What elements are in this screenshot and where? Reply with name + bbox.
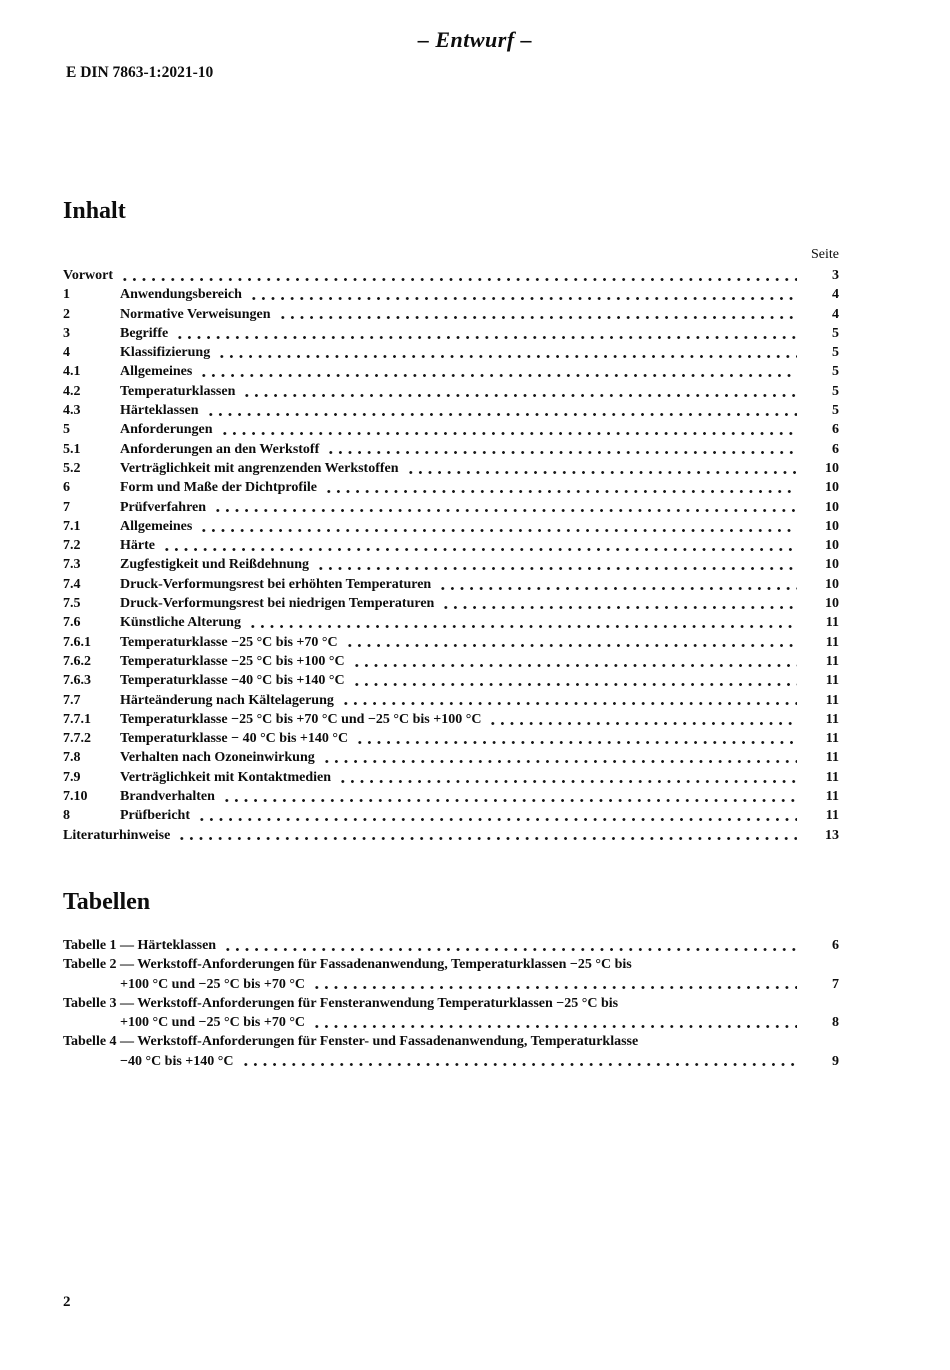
tables-list: [0, 936, 950, 1071]
toc-entry: [63, 382, 839, 401]
toc-entry: [63, 729, 839, 748]
toc-entry-number: 7.1: [63, 518, 81, 534]
dot-leader: [249, 296, 797, 301]
toc-entry-number: 7.9: [63, 769, 81, 785]
toc-entry: [63, 613, 839, 632]
toc-entry-page: 11: [825, 634, 839, 650]
toc-entry-number: 4.3: [63, 403, 81, 419]
dot-leader: [222, 798, 797, 803]
toc-entry-label: Normative Verweisungen: [120, 306, 271, 322]
toc-entry: [63, 826, 839, 845]
toc-entry-label: Härteklassen: [120, 403, 199, 419]
table-entry-page: 6: [832, 937, 839, 953]
tables-heading: Tabellen: [63, 888, 151, 915]
toc-entry-label: Künstliche Alterung: [120, 615, 241, 631]
toc-entry: [63, 459, 839, 478]
document-number: E DIN 7863-1:2021-10: [66, 64, 214, 81]
toc-entry-label: Härte: [120, 538, 155, 554]
dot-leader: [312, 985, 797, 990]
table-entry-continuation: [63, 936, 839, 955]
dot-leader: [177, 836, 797, 841]
toc-entry-page: 13: [825, 827, 839, 843]
dot-leader: [322, 759, 797, 764]
dot-leader: [175, 335, 797, 340]
table-entry-line1: Tabelle 2 — Werkstoff-Anforderungen für Fassadenanwendung, Temperaturklassen −25 °C bis: [63, 957, 632, 973]
toc-entry-page: 3: [832, 268, 839, 283]
table-entry-line2: +100 °C und −25 °C bis +70 °C: [120, 976, 306, 992]
dot-leader: [197, 817, 797, 822]
toc-entry-label: Klassifizierung: [120, 345, 211, 361]
table-entry-line1: Tabelle 3 — Werkstoff-Anforderungen für Fensteranwendung Temperaturklassen −25 °C bis: [63, 995, 619, 1011]
toc-entry: [63, 498, 839, 517]
dot-leader: [326, 450, 797, 455]
dot-leader: [206, 412, 797, 417]
toc-entry-page: 4: [832, 306, 839, 322]
toc-entry-number: 7.4: [63, 576, 81, 592]
table-entry-page: 7: [832, 976, 839, 992]
table-entry: [63, 955, 839, 994]
toc-entry-page: 11: [825, 808, 839, 824]
toc-entry-number: 6: [63, 480, 70, 496]
toc-entry: [63, 536, 839, 555]
page-container: [0, 27, 950, 1310]
toc-entry-label: Anforderungen an den Werkstoff: [120, 441, 320, 457]
table-entry-continuation: [63, 1052, 839, 1071]
dot-leader: [242, 393, 797, 398]
toc-entry-label: Druck-Verformungsrest bei niedrigen Temperaturen: [120, 596, 435, 612]
toc-entry: [63, 478, 839, 497]
dot-leader: [345, 643, 797, 648]
toc-entry-number: 7.2: [63, 538, 81, 554]
toc-entry-page: 11: [825, 711, 839, 727]
toc-entry-page: 11: [825, 615, 839, 631]
table-entry-line2: −40 °C bis +140 °C: [120, 1053, 234, 1069]
table-entry-line2: Tabelle 1 — Härteklassen: [63, 937, 217, 953]
toc-entry-label: Verträglichkeit mit angrenzenden Werkstoffen: [120, 460, 399, 476]
toc-entry: [63, 555, 839, 574]
toc-entry: [63, 594, 839, 613]
dot-leader: [162, 547, 797, 552]
toc-entry: [63, 266, 839, 285]
table-entry-continuation: [63, 975, 839, 994]
dot-leader: [324, 489, 797, 494]
dot-leader: [316, 566, 797, 571]
toc-entry: [63, 440, 839, 459]
toc-entry-number: 7.3: [63, 557, 81, 573]
toc-entry: [63, 787, 839, 806]
document-page: [0, 27, 950, 1370]
dot-leader: [199, 373, 797, 378]
toc-entry: [63, 420, 839, 439]
toc-entry-label: Temperaturklasse − 40 °C bis +140 °C: [120, 731, 349, 747]
dot-leader: [438, 586, 797, 591]
table-entry: [63, 994, 839, 1033]
toc-entry-label: Form und Maße der Dichtprofile: [120, 480, 318, 496]
toc-entry-page: 11: [825, 769, 839, 785]
toc-entry: [63, 652, 839, 671]
toc-entry: [63, 517, 839, 536]
dot-leader: [352, 663, 797, 668]
toc-entry-page: 6: [832, 422, 839, 438]
toc-entry-page: 6: [832, 441, 839, 457]
toc-entry-page: 10: [825, 499, 839, 515]
toc-entry-label: Brandverhalten: [120, 789, 215, 805]
toc-entry-label: Zugfestigkeit und Reißdehnung: [120, 557, 310, 573]
dot-leader: [278, 315, 798, 320]
toc-entry: [63, 362, 839, 381]
dot-leader: [338, 779, 797, 784]
toc-entry-page: 11: [825, 692, 839, 708]
toc-entry-page: 10: [825, 557, 839, 573]
toc-entry-number: 2: [63, 306, 70, 322]
draft-watermark: – Entwurf –: [417, 27, 533, 52]
toc-entry-number: 3: [63, 325, 70, 341]
toc-entry-number: 7.7.2: [63, 731, 91, 747]
toc-entry-number: 7.6: [63, 615, 81, 631]
dot-leader: [217, 354, 797, 359]
toc-entry-label: Härteänderung nach Kältelagerung: [120, 692, 334, 708]
toc-entry-page: 5: [832, 383, 839, 399]
dot-leader: [352, 682, 797, 687]
dot-leader: [213, 508, 797, 513]
toc-entry-number: 8: [63, 808, 70, 824]
toc-entry: [63, 768, 839, 787]
dot-leader: [341, 701, 797, 706]
toc-entry-page: 10: [825, 460, 839, 476]
toc-entry-label: Temperaturklasse −25 °C bis +70 °C und −25 °C bis +100 °C: [120, 711, 482, 727]
toc-list: [0, 266, 950, 845]
toc-entry-label: Temperaturklasse −25 °C bis +100 °C: [120, 653, 345, 669]
dot-leader: [488, 721, 797, 726]
toc-entry-page: 11: [825, 750, 839, 766]
toc-entry-label: Literaturhinweise: [63, 827, 171, 843]
toc-entry-page: 10: [825, 480, 839, 496]
toc-entry-page: 5: [832, 345, 839, 361]
table-entry-continuation: [63, 1013, 839, 1032]
toc-entry-number: 7: [63, 499, 70, 515]
toc-entry-number: 5: [63, 422, 70, 438]
toc-entry-page: 11: [825, 653, 839, 669]
dot-leader: [406, 470, 797, 475]
toc-entry: [63, 748, 839, 767]
toc-entry-number: 7.10: [63, 789, 88, 805]
page-column-label: Seite: [811, 247, 839, 262]
toc-entry-label: Anwendungsbereich: [120, 287, 242, 303]
toc-entry-number: 5.1: [63, 441, 81, 457]
toc-entry-page: 11: [825, 789, 839, 805]
toc-entry-page: 5: [832, 364, 839, 380]
footer-page-number: 2: [63, 1294, 71, 1310]
dot-leader: [223, 947, 797, 952]
toc-entry-label: Allgemeines: [120, 364, 193, 380]
toc-entry-label: Anforderungen: [120, 422, 213, 438]
toc-entry: [63, 575, 839, 594]
toc-entry-label: Prüfbericht: [120, 808, 190, 824]
dot-leader: [312, 1024, 797, 1029]
toc-entry-number: 4.1: [63, 364, 81, 380]
toc-entry-page: 10: [825, 596, 839, 612]
dot-leader: [120, 277, 797, 282]
toc-entry-number: 7.8: [63, 750, 81, 766]
toc-entry-number: 7.6.2: [63, 653, 91, 669]
table-entry-page: 9: [832, 1053, 839, 1069]
toc-entry-label: Vorwort: [63, 268, 114, 283]
table-entry: [63, 1032, 839, 1071]
toc-entry-label: Druck-Verformungsrest bei erhöhten Temperaturen: [120, 576, 432, 592]
toc-entry-page: 10: [825, 576, 839, 592]
dot-leader: [241, 1062, 798, 1067]
toc-entry-label: Verträglichkeit mit Kontaktmedien: [120, 769, 332, 785]
toc-entry: [63, 324, 839, 343]
toc-entry-number: 4: [63, 345, 70, 361]
toc-entry-number: 4.2: [63, 383, 81, 399]
dot-leader: [441, 605, 797, 610]
toc-entry-label: Begriffe: [120, 325, 169, 341]
table-entry: [63, 936, 839, 955]
table-entry-line2: +100 °C und −25 °C bis +70 °C: [120, 1015, 306, 1031]
toc-entry: [63, 710, 839, 729]
toc-entry-page: 5: [832, 403, 839, 419]
toc-entry-page: 11: [825, 731, 839, 747]
toc-entry-label: Temperaturklasse −25 °C bis +70 °C: [120, 634, 338, 650]
toc-entry-page: 10: [825, 538, 839, 554]
toc-entry: [63, 401, 839, 420]
toc-entry: [63, 343, 839, 362]
table-entry-line1: Tabelle 4 — Werkstoff-Anforderungen für Fenster- und Fassadenanwendung, Temperaturklasse: [63, 1034, 639, 1050]
toc-entry-number: 7.6.1: [63, 634, 91, 650]
toc-entry-label: Prüfverfahren: [120, 499, 207, 515]
toc-entry-page: 10: [825, 518, 839, 534]
toc-entry-label: Verhalten nach Ozoneinwirkung: [120, 750, 315, 766]
toc-entry-number: 1: [63, 287, 70, 303]
toc-entry-page: 4: [832, 287, 839, 303]
toc-entry: [63, 806, 839, 825]
table-entry-page: 8: [832, 1015, 839, 1031]
toc-entry: [63, 633, 839, 652]
toc-entry-label: Allgemeines: [120, 518, 193, 534]
toc-entry: [63, 285, 839, 304]
toc-entry-label: Temperaturklassen: [120, 383, 236, 399]
dot-leader: [248, 624, 797, 629]
dot-leader: [220, 431, 797, 436]
toc-entry-number: 5.2: [63, 460, 81, 476]
toc-entry-number: 7.5: [63, 596, 81, 612]
dot-leader: [199, 528, 797, 533]
toc-entry-page: 5: [832, 325, 839, 341]
dot-leader: [355, 740, 797, 745]
toc-entry-number: 7.7.1: [63, 711, 91, 727]
toc-heading: Inhalt: [63, 198, 126, 224]
toc-entry-number: 7.6.3: [63, 673, 91, 689]
toc-entry: [63, 691, 839, 710]
toc-entry-page: 11: [825, 673, 839, 689]
toc-entry: [63, 671, 839, 690]
toc-entry: [63, 305, 839, 324]
toc-entry-label: Temperaturklasse −40 °C bis +140 °C: [120, 673, 345, 689]
toc-entry-number: 7.7: [63, 692, 81, 708]
